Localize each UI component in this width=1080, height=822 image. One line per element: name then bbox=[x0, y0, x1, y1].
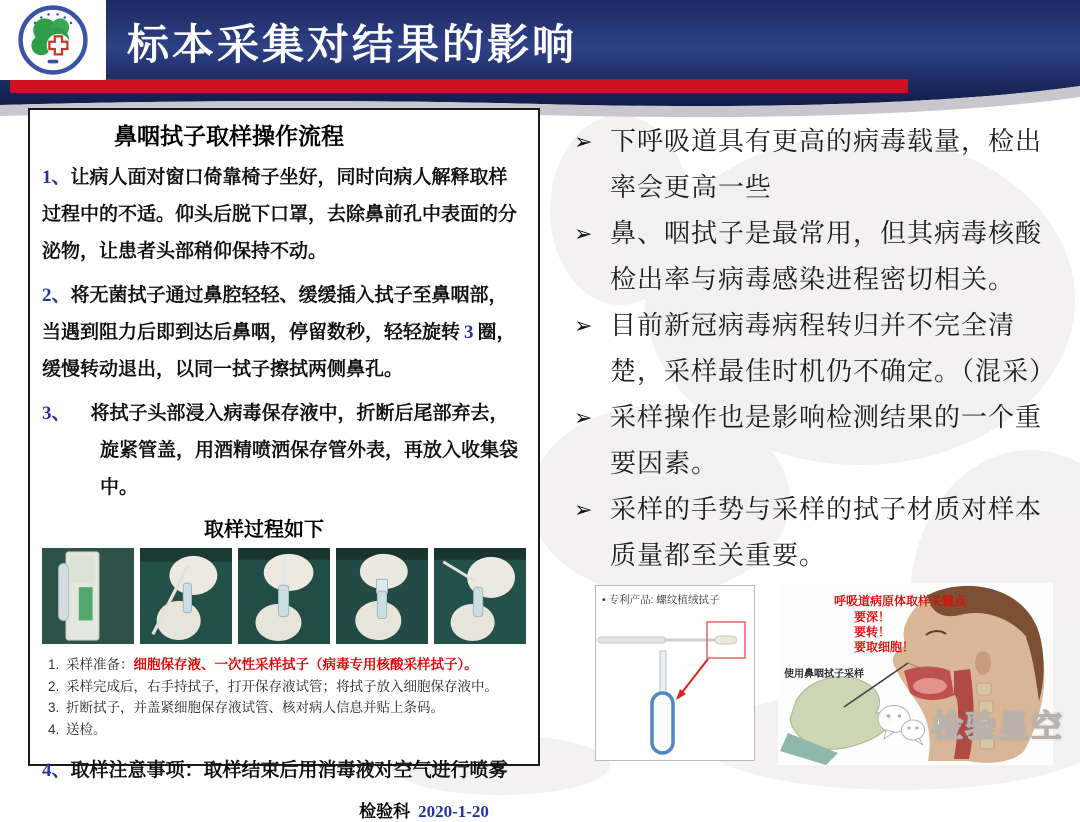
header-red-stripe bbox=[10, 79, 908, 93]
step-2-count: 3 bbox=[464, 322, 474, 343]
step-3-text: 将拭子头部浸入病毒保存液中，折断后尾部弃去，旋紧管盖，用酒精喷洒保存管外表，再放入收集袋中。 bbox=[90, 403, 519, 498]
arrow-bullet-icon: ➢ bbox=[574, 405, 593, 430]
step-4 bbox=[42, 752, 526, 789]
photo-break-swab bbox=[434, 548, 526, 644]
step-1-text: 让病人面对窗口倚靠椅子坐好，同时向病人解释取样过程中的不适。仰头后脱下口罩，去除鼻前孔中表面的分泌物，让患者头部稍仰保持不动。 bbox=[42, 167, 518, 262]
photo-swab-kit bbox=[42, 548, 134, 644]
notes-list bbox=[42, 654, 526, 740]
photos-caption: 取样过程如下 bbox=[204, 519, 324, 541]
watermark-text: 检验星空 bbox=[932, 709, 1064, 744]
bullet-2-text: 鼻、咽拭子是最常用，但其病毒核酸检出率与病毒感染进程密切相关。 bbox=[610, 219, 1043, 294]
summary-panel bbox=[560, 105, 1080, 784]
anatomy-line-3: 要取细胞！ bbox=[854, 640, 915, 654]
bullet-item-4 bbox=[574, 395, 1076, 487]
note-1-number: 1. bbox=[48, 657, 60, 672]
header bbox=[0, 0, 1080, 125]
anatomy-line-1: 要深！ bbox=[854, 610, 891, 624]
date-label: 2020-1-20 bbox=[418, 802, 489, 821]
bullet-1-text: 下呼吸道具有更高的病毒载量，检出率会更高一些 bbox=[610, 127, 1043, 202]
sampling-photos bbox=[42, 548, 526, 644]
bullet-item-3 bbox=[574, 303, 1076, 395]
page-title: 标本采集对结果的影响 bbox=[127, 21, 578, 68]
step-2-text-a: 将无菌拭子通过鼻腔轻轻、缓缓插入拭子至鼻咽部，当遇到阻力后即到达后鼻咽，停留数秒，轻轻旋转 bbox=[42, 285, 508, 343]
anatomy-title: 呼吸道病原体取样关键点 bbox=[834, 594, 967, 608]
note-4-number: 4. bbox=[48, 721, 60, 737]
step-4-number: 4、 bbox=[42, 760, 71, 781]
swab-figure-caption: • 专利产品: 螺纹植绒拭子 bbox=[602, 594, 720, 606]
procedure-title: 鼻咽拭子取样操作流程 bbox=[114, 123, 344, 149]
photo-insert-tube bbox=[238, 548, 330, 644]
note-1-prefix: 采样准备： bbox=[66, 657, 134, 672]
hospital-emblem-icon bbox=[17, 4, 89, 76]
note-3-number: 3. bbox=[48, 700, 60, 715]
bullet-3-text: 目前新冠病毒病程转归并不完全清楚，采样最佳时机仍不确定。（混采） bbox=[610, 311, 1057, 386]
note-2-number: 2. bbox=[48, 678, 60, 694]
bullet-4-text: 采样操作也是影响检测结果的一个重要因素。 bbox=[610, 403, 1043, 478]
note-4 bbox=[42, 719, 526, 741]
swab-diagram bbox=[596, 607, 754, 757]
anatomy-line-2: 要转！ bbox=[854, 625, 891, 639]
procedure-panel bbox=[28, 108, 540, 821]
swab-product-figure bbox=[595, 585, 755, 761]
bullet-item-2 bbox=[574, 211, 1076, 303]
step-3-number: 3、 bbox=[42, 403, 71, 424]
step-4-text: 取样注意事项：取样结束后用消毒液对空气进行喷雾 bbox=[70, 760, 508, 781]
note-1 bbox=[42, 654, 526, 676]
wechat-icon bbox=[874, 702, 928, 746]
note-1-highlight: 细胞保存液、一次性采样拭子（病毒专用核酸采样拭子）。 bbox=[133, 657, 478, 672]
bullet-list bbox=[560, 105, 1080, 579]
arrow-bullet-icon: ➢ bbox=[574, 129, 593, 154]
note-3 bbox=[42, 697, 526, 719]
bullet-item-5 bbox=[574, 487, 1076, 579]
photo-hold-swab bbox=[140, 548, 232, 644]
arrow-bullet-icon: ➢ bbox=[574, 497, 593, 522]
arrow-bullet-icon: ➢ bbox=[574, 313, 593, 338]
panel-footer bbox=[42, 797, 526, 822]
logo bbox=[0, 0, 106, 80]
note-3-text: 折断拭子，并盖紧细胞保存液试管、核对病人信息并贴上条码。 bbox=[66, 700, 444, 715]
department-label: 检验科 bbox=[359, 802, 411, 821]
anatomy-label: 使用鼻咽拭子采样 bbox=[784, 669, 864, 680]
step-1 bbox=[42, 159, 526, 270]
bullet-item-1 bbox=[574, 119, 1076, 211]
step-2-number: 2、 bbox=[42, 285, 71, 306]
note-4-text: 送检。 bbox=[66, 721, 107, 737]
photo-cap-tube bbox=[336, 548, 428, 644]
step-3 bbox=[42, 395, 526, 506]
note-2-text: 采样完成后，右手持拭子，打开保存液试管；将拭子放入细胞保存液中。 bbox=[66, 678, 498, 694]
bullet-5-text: 采样的手势与采样的拭子材质对样本质量都至关重要。 bbox=[610, 495, 1043, 570]
step-2-text-b: 圈，缓慢转动退出，以同一拭子擦拭两侧鼻孔。 bbox=[42, 322, 516, 380]
arrow-bullet-icon: ➢ bbox=[574, 221, 593, 246]
step-1-number: 1、 bbox=[42, 167, 71, 188]
step-2 bbox=[42, 277, 526, 388]
watermark bbox=[874, 701, 1064, 746]
note-2 bbox=[42, 676, 526, 698]
